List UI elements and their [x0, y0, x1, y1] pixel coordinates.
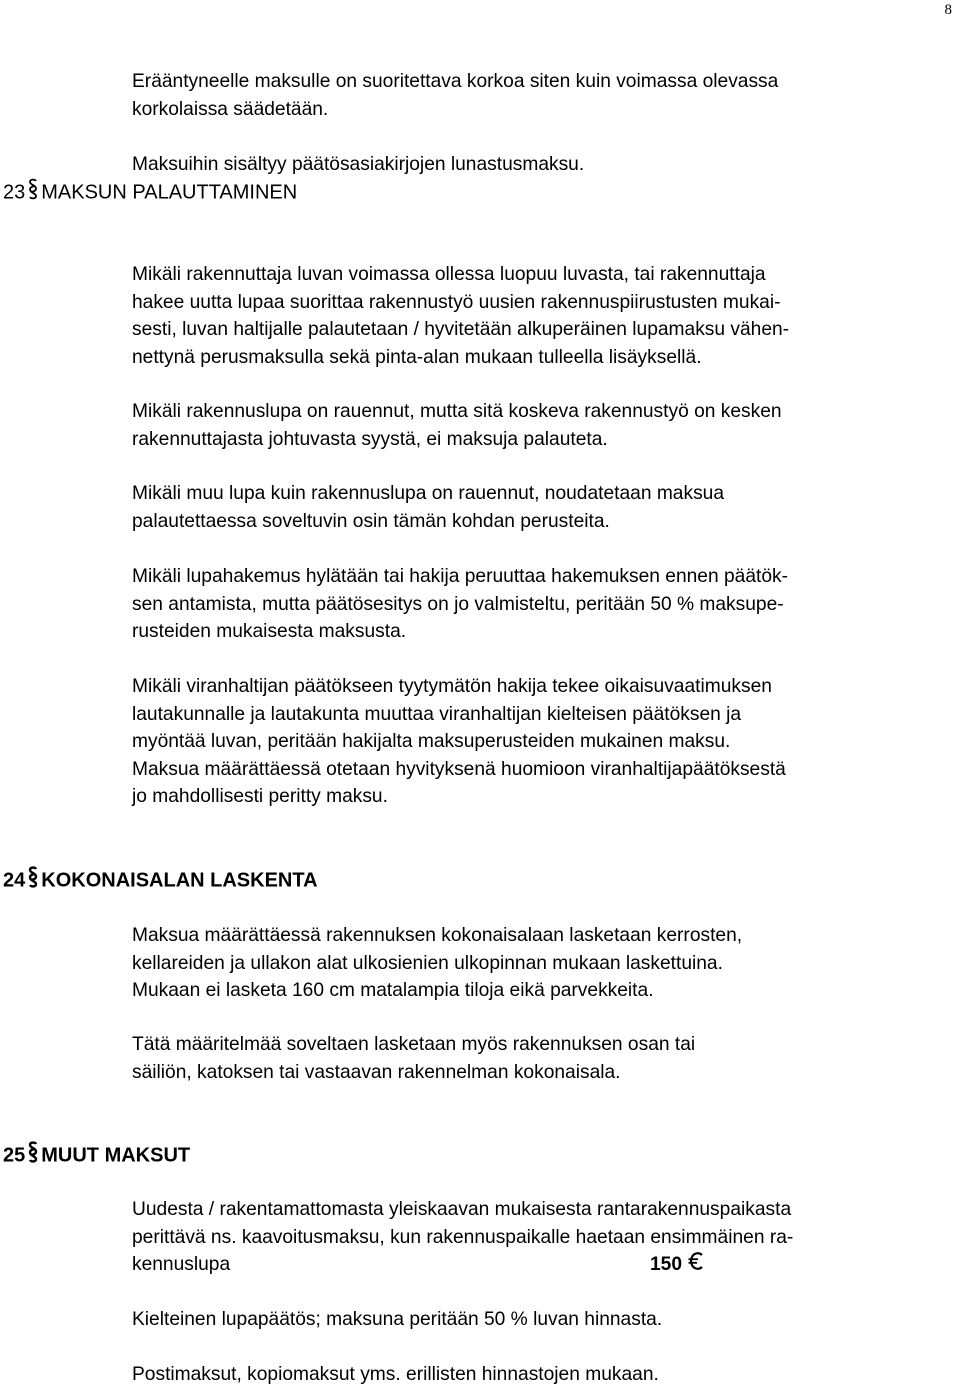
- price-value: 150: [650, 1251, 704, 1279]
- section-sign-icon: [28, 178, 38, 208]
- s25-paragraph-3: Postimaksut, kopiomaksut yms. erillisten hinnastojen mukaan.: [132, 1364, 659, 1385]
- section-number: 25: [3, 1144, 26, 1167]
- s24-paragraph-1: Maksua määrättäessä rakennuksen kokonaisalaan lasketaan kerrosten, kellareiden ja ullakon alat ulkosienien ulkopinnan mukaan laskettuina. Mukaan ei lasketa 160 cm matalampia tiloja eikä parvekkeita.: [132, 925, 743, 1001]
- s23-paragraph-1: Mikäli rakennuttaja luvan voimassa ollessa luopuu luvasta, tai rakennuttaja hakee uutta lupaa suorittaa rakennustyö uusien rakennuspiirustusten mukai- sesti, luvan haltijalle palautetaan / hyvitetään alkuperäinen lupamaksu vähen- nettynä perusmaksulla sekä pinta-alan mukaan tulleella lisäyksellä.: [132, 264, 790, 368]
- s24-paragraph-2: Tätä määritelmää soveltaen lasketaan myös rakennuksen osan tai säiliön, katoksen tai vastaavan rakennelman kokonaisala.: [132, 1034, 696, 1083]
- section-title: MUUT MAKSUT: [41, 1144, 191, 1167]
- s25-paragraph-1: Uudesta / rakentamattomasta yleiskaavan mukaisesta rantarakennuspaikasta perittävä ns. kaavoitusmaksu, kun rakennuspaikalle haetaan ensimmäinen ra- kennuslupa 150: [132, 1196, 958, 1279]
- includes-paragraph: Maksuihin sisältyy päätösasiakirjojen lunastusmaksu.: [132, 154, 585, 175]
- section-25-heading: [3, 1141, 190, 1171]
- section-title: KOKONAISALAN LASKENTA: [41, 869, 318, 892]
- s25-paragraph-2: Kielteinen lupapäätös; maksuna peritään 50 % luvan hinnasta.: [132, 1309, 663, 1330]
- section-23-heading: [3, 178, 297, 208]
- s23-paragraph-3: Mikäli muu lupa kuin rakennuslupa on rauennut, noudatetaan maksua palautettaessa soveltuvin osin tämän kohdan perusteita.: [132, 483, 725, 532]
- s23-paragraph-2: Mikäli rakennuslupa on rauennut, mutta sitä koskeva rakennustyö on kesken rakennuttajasta johtuvasta syystä, ei maksuja palauteta.: [132, 401, 782, 450]
- euro-icon: [688, 1251, 704, 1279]
- section-number: 23: [3, 181, 26, 204]
- section-sign-icon: [28, 1141, 38, 1171]
- section-sign-icon: [28, 866, 38, 896]
- section-title: MAKSUN PALAUTTAMINEN: [41, 181, 298, 204]
- s23-paragraph-5: Mikäli viranhaltijan päätökseen tyytymätön hakija tekee oikaisuvaatimuksen lautakunnalle ja lautakunta muuttaa viranhaltijan kielteisen päätöksen ja myöntää luvan, peritään hakijalta maksuperusteiden mukainen maksu. Maksua määrättäessä otetaan hyvityksenä huomioon viranhaltijapäätöksestä jo mahdollisesti peritty maksu.: [132, 676, 786, 807]
- s23-paragraph-4: Mikäli lupahakemus hylätään tai hakija peruuttaa hakemuksen ennen päätök- sen antamista, mutta päätösesitys on jo valmisteltu, peritään 50 % maksupe- rusteiden mukaisesta maksusta.: [132, 566, 788, 642]
- section-number: 24: [3, 869, 26, 892]
- interest-paragraph: Erääntyneelle maksulle on suoritettava korkoa siten kuin voimassa olevassa korkolaissa säädetään.: [132, 71, 779, 120]
- section-24-heading: [3, 866, 318, 896]
- page-number: 8: [944, 2, 952, 18]
